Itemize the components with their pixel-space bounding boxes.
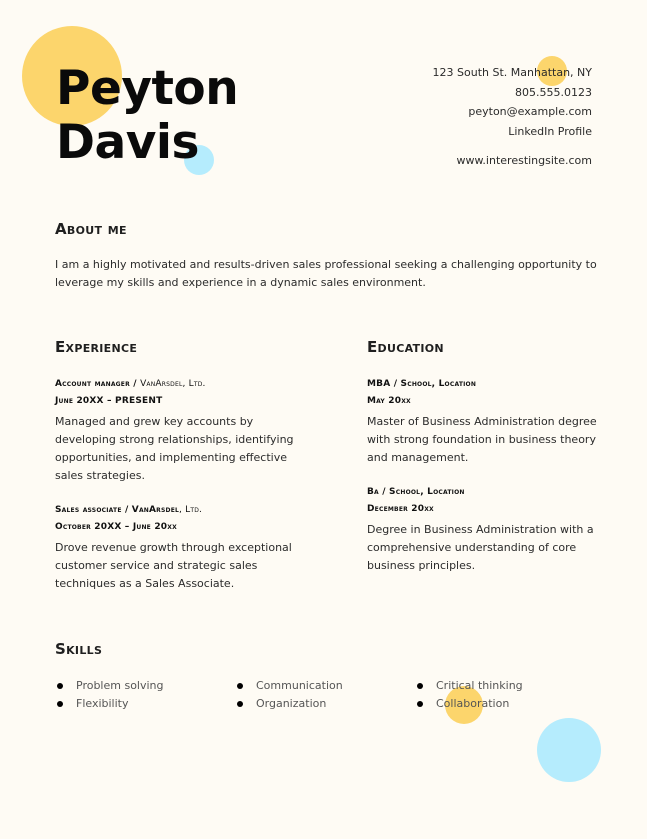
education-title: Ba / School, Location: [367, 487, 465, 497]
experience-description: Managed and grew key accounts by developing strong relationships, identifying opportunities, and implementing effective sales strategies.: [55, 415, 294, 482]
skills-heading: Skills: [55, 640, 103, 658]
bullet-icon: [237, 683, 243, 689]
about-text: I am a highly motivated and results-driven sales professional seeking a challenging opportunity to leverage my skills and experience in a dynamic sales environment.: [55, 258, 597, 289]
skill-item: [55, 695, 235, 713]
bullet-icon: [57, 683, 63, 689]
skill-item: [415, 695, 595, 713]
skill-item: [55, 677, 235, 695]
bullet-icon: [237, 701, 243, 707]
skill-label: Communication: [256, 679, 343, 692]
contact-info: [433, 63, 592, 171]
education-description: Degree in Business Administration with a comprehensive understanding of core business principles.: [367, 523, 594, 572]
skill-label: Flexibility: [76, 697, 129, 710]
about-section: [55, 220, 600, 292]
bullet-icon: [417, 683, 423, 689]
contact-spacer: [433, 141, 592, 151]
last-name: Davis: [56, 115, 199, 170]
education-description: Master of Business Administration degree with strong foundation in business theory and management.: [367, 415, 597, 464]
bullet-icon: [57, 701, 63, 707]
education-title: MBA / School, Location: [367, 379, 477, 389]
skill-item: [235, 677, 415, 695]
skill-label: Organization: [256, 697, 327, 710]
experience-company: VanArsdel, Ltd.: [140, 379, 206, 389]
title-separator: /: [121, 505, 132, 515]
title-separator: /: [129, 379, 141, 389]
experience-role: Sales associate: [55, 505, 122, 515]
skills-list: [55, 677, 615, 713]
experience-entry: [55, 376, 295, 485]
skills-section: [55, 640, 615, 713]
skill-item: [415, 677, 595, 695]
contact-address: 123 South St. Manhattan, NY: [432, 66, 592, 79]
experience-title: [55, 502, 295, 519]
contact-email[interactable]: peyton@example.com: [468, 105, 592, 118]
about-heading: About me: [55, 220, 127, 238]
contact-linkedin-link[interactable]: LinkedIn Profile: [508, 124, 592, 138]
skill-label: Problem solving: [76, 679, 164, 692]
education-section: [367, 338, 607, 575]
contact-website-link[interactable]: www.interestingsite.com: [456, 154, 592, 167]
decorative-blue-circle-large: [537, 718, 601, 782]
first-name: Peyton: [56, 61, 239, 116]
bullet-icon: [417, 701, 423, 707]
skill-label: Collaboration: [436, 697, 510, 710]
skill-item: [235, 695, 415, 713]
education-dates: December 20xx: [367, 504, 434, 514]
experience-dates: June 20XX – PRESENT: [55, 396, 163, 406]
experience-description: Drove revenue growth through exceptional customer service and strategic sales techniques as a Sales Associate.: [55, 541, 292, 590]
experience-title: [55, 376, 295, 393]
contact-phone: 805.555.0123: [515, 85, 592, 99]
education-heading: Education: [367, 338, 444, 356]
experience-section: [55, 338, 295, 593]
experience-heading: Experience: [55, 338, 138, 356]
experience-company: VanArsdel: [131, 505, 180, 515]
skill-label: Critical thinking: [436, 679, 523, 692]
experience-entry: [55, 502, 295, 593]
experience-dates: October 20XX – June 20xx: [55, 522, 177, 532]
education-entry: [367, 484, 607, 575]
education-entry: [367, 376, 607, 467]
education-dates: May 20xx: [367, 396, 411, 406]
experience-company-suffix: , Ltd.: [179, 505, 203, 515]
resume-name: [56, 62, 238, 170]
experience-role: Account manager: [55, 379, 130, 389]
